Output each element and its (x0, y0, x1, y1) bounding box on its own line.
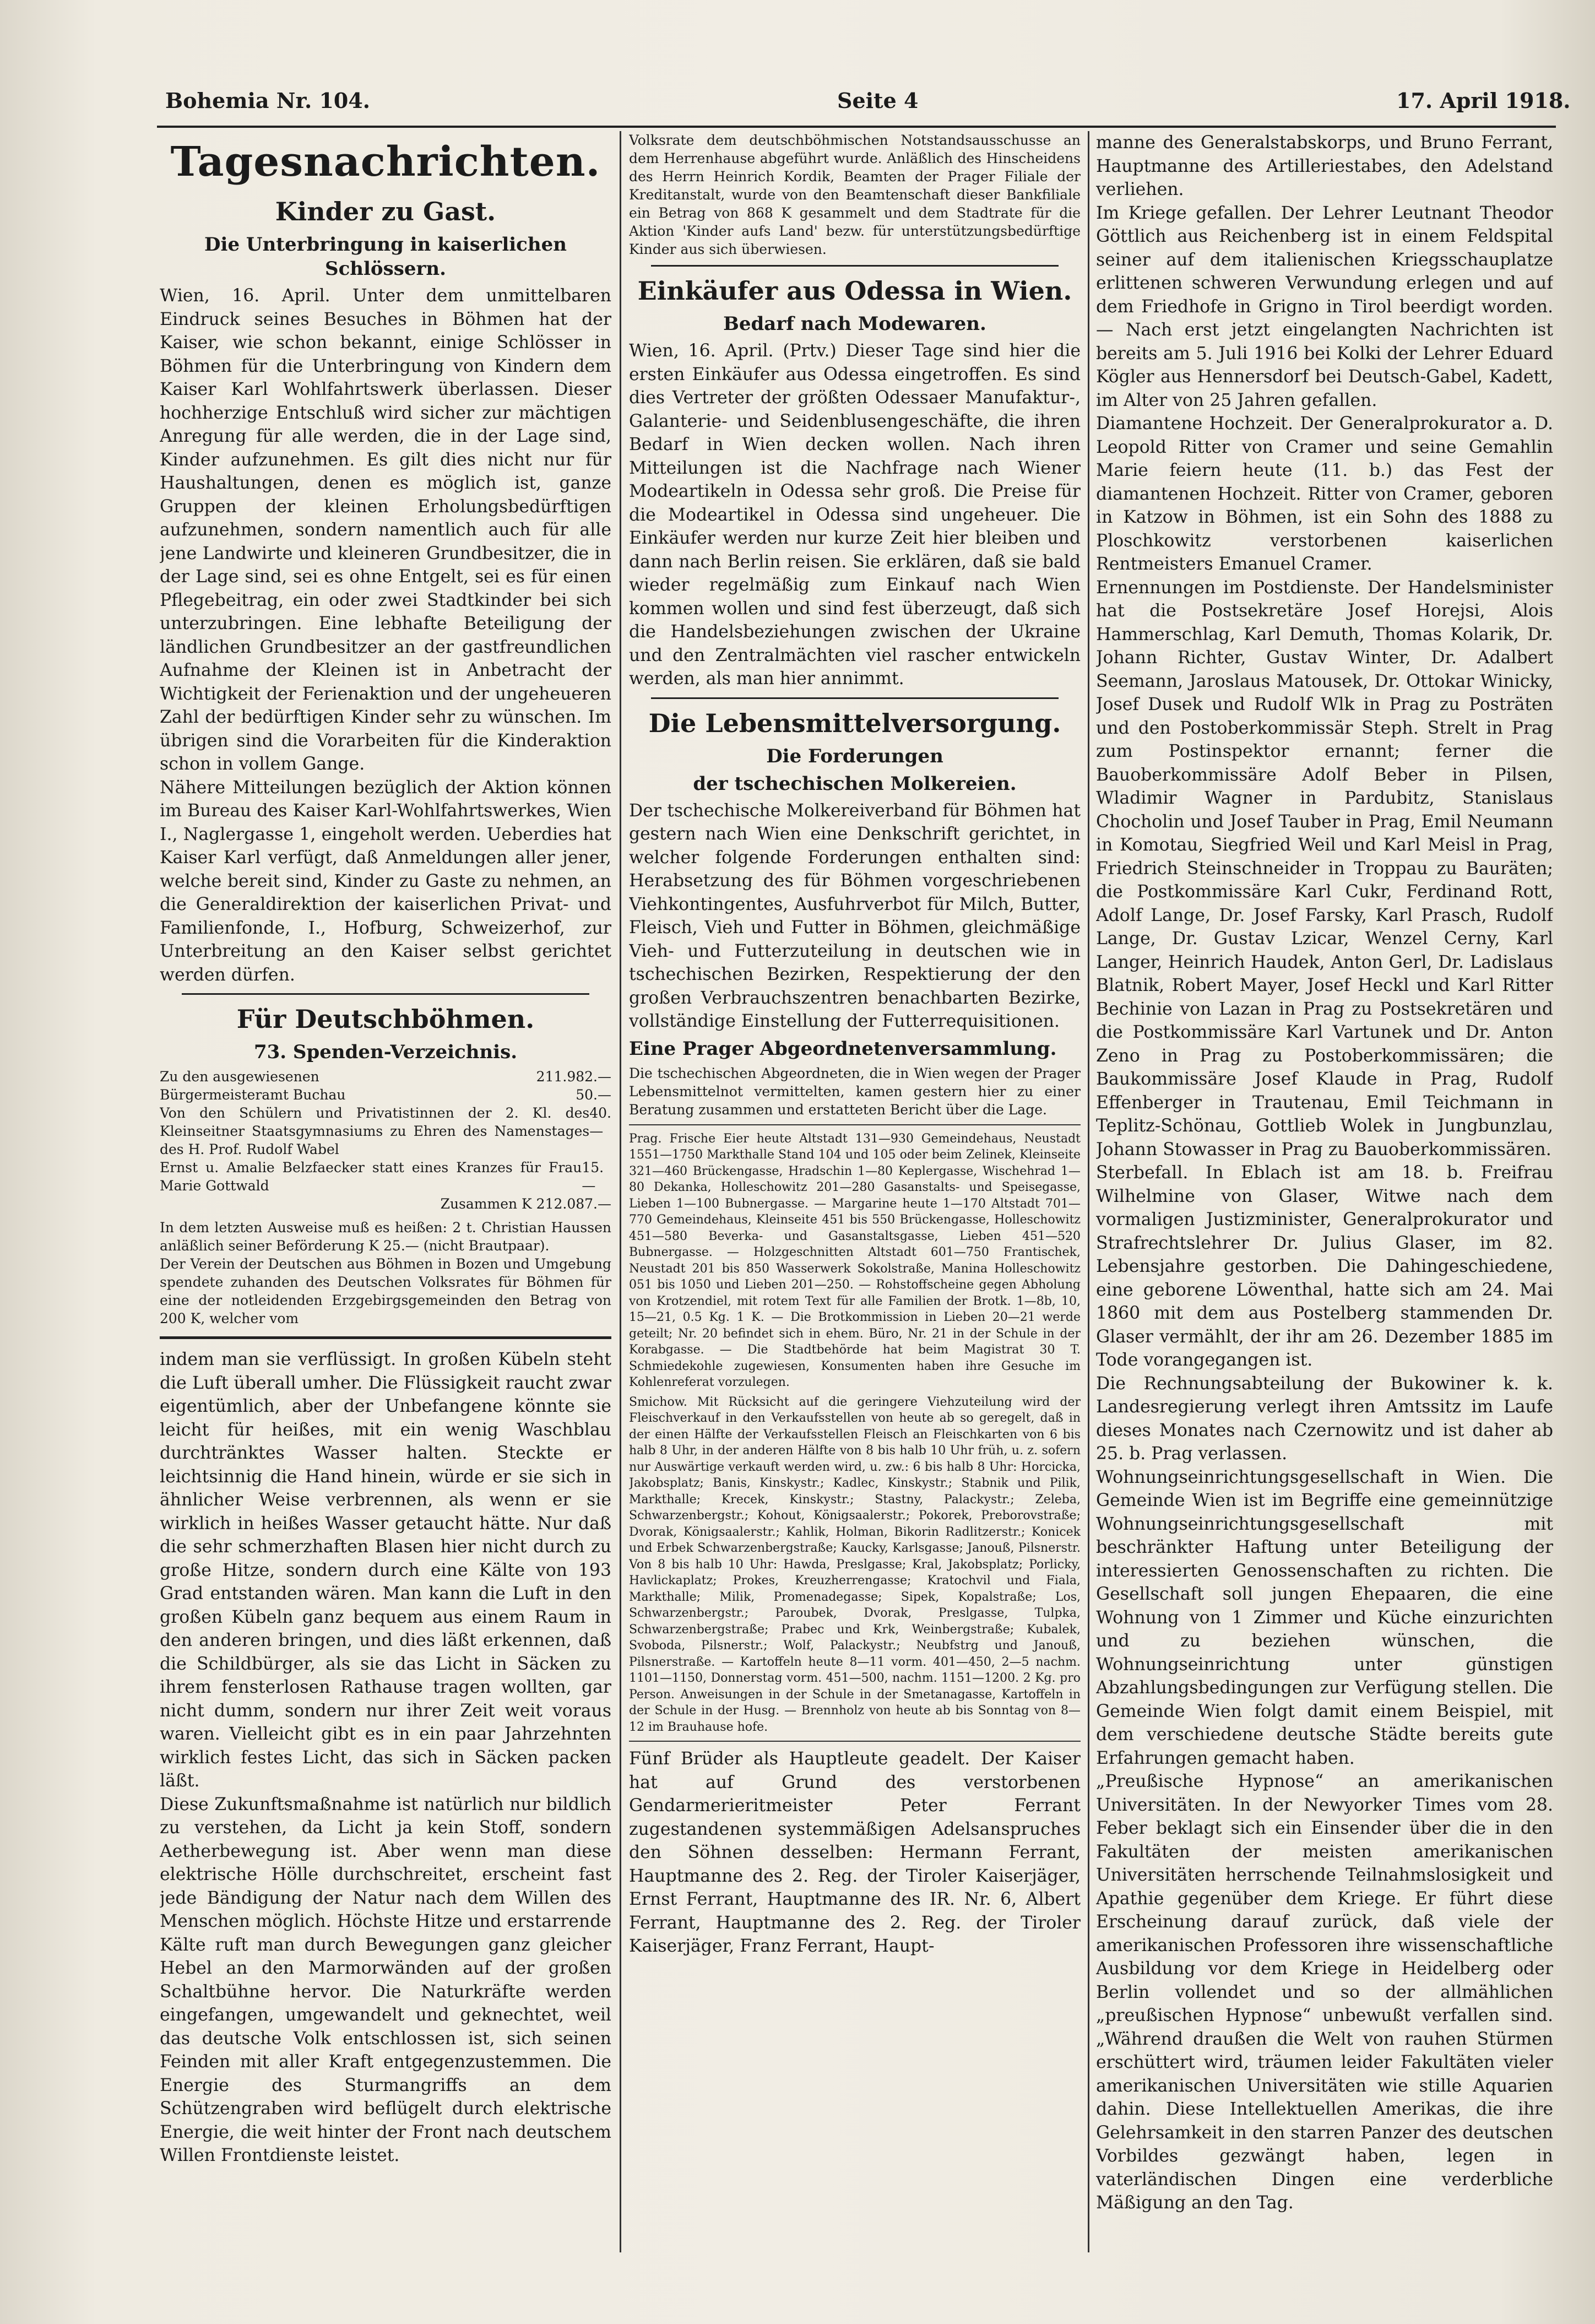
article-paragraph: Nähere Mitteilungen bezüglich der Aktion können im Bureau des Kaiser Karl-Wohlfahrtswerkes, Wien I., Naglergasse 1, eingeholt werden. Ueberdies hat Kaiser Karl verfügt, daß Anmeldungen aller jener, welche bereit sind, Kinder zu Gaste zu nehmen, an die Generaldirektion der kaiserlichen Privat- und Familienfonde, I., Hofburg, Schweizerhof, zur Unterbreitung an den Kaiser selbst gerichtet werden dürfen. (160, 777, 611, 985)
divider (160, 1336, 611, 1339)
header-paper-number: Bohemia Nr. 104. (165, 88, 371, 113)
donation-row: Ernst u. Amalie Belzfaecker statt eines Kranzes für Frau Marie Gottwald 15.— (160, 1160, 604, 1194)
article-paragraph: indem man sie verflüssigt. In großen Kübeln steht die Luft überall umher. Die Flüssigkeit raucht zwar eigentümlich, aber der Unbefangene könnte sie leicht für heißes, mit ein wenig Waschblau durchtränktes Wasser halten. Steckte er leichtsinnig die Hand hinein, würde er sie sich in ähnlicher Weise verbrennen, als wenn er sie wirklich in heißes Wasser getaucht hätte. Nur daß die sehr schmerzhaften Blasen hier nicht durch zu große Hitze, sondern durch eine Kälte von 193 Grad entstanden wären. Man kann die Luft in den großen Kübeln ganz bequem aus einem Raum in den anderen bringen, und dies läßt erkennen, daß die Schildbürger, als sie das Licht in Säcken zu ihrem fensterlosen Rathause tragen wollten, gar nicht dumm, sondern nur ihrer Zeit weit voraus waren. Vielleicht gibt es in ein paar Jahrzehnten wirklich festes Licht, das sich in Säcken packen läßt. (160, 1350, 611, 1791)
section-title: Tagesnachrichten. (170, 138, 601, 186)
donation-row: Zu den ausgewiesenen 211.982.— (160, 1069, 611, 1085)
article-paragraph: Diamantene Hochzeit. Der Generalprokurator a. D. Leopold Ritter von Cramer und seine Gemahlin Marie feiern heute (11. b.) das Fest der diamantenen Hochzeit. Ritter von Cramer, geboren in Katzow in Böhmen, ist ein Sohn des 1888 zu Ploschkowitz verstorbenen kaiserlichen Rentmeisters Emanuel Cramer. (1096, 414, 1553, 574)
article-paragraph: Prag. Frische Eier heute Altstadt 131—930 Gemeindehaus, Neustadt 1551—1750 Markthalle Stand 104 und 105 oder beim Zelinek, Kleinseite 321—460 Brückengasse, Hradschin 1—80 Keplergasse, Wischehrad 1—80 Dekanka, Holleschowitz 201—280 Gasanstalts- und Speisegasse, Lieben 1—100 Bubnergasse. — Margarine heute 1—170 Altstadt 701—770 Gemeindehaus, Kleinseite 451 bis 550 Brückengasse, Holleschowitz 451—580 Beverka- und Gasanstaltsgasse, Lieben 451—520 Bubnergasse. — Holzgeschnitten Altstadt 601—750 Frantischek, Neustadt 201 bis 850 Wasserwerk Sokolstraße, Manina Holleschowitz 051 bis 1050 und Lieben 201—250. — Rohstoffscheine gegen Abholung von Krotzendiel, mit rotem Text für alle Familien der Brotk. 1—8b, 10, 15—21, 0.5 Kg. 1 K. — Die Brotkommission in Lieben 20—21 werde geteilt; Nr. 20 befindet sich in ehem. Büro, Nr. 21 in der Schule in der Korabgasse. — Die Stadtbehörde hat beim Magistrat 30 T. Schmiedekohle zugewiesen, Konsumenten haben ihre Gesuche im Kohlenreferat vorzulegen. (629, 1131, 1081, 1389)
article-subtitle: der tschechischen Molkereien. (693, 772, 1017, 795)
divider (651, 697, 1059, 699)
article-title: Kinder zu Gast. (275, 197, 496, 226)
donation-row: Von den Schülern und Privatistinnen der 2. Kl. des Kleinseitner Staatsgymnasiums zu Ehren des Namenstages des H. Prof. Rudolf Wabel 40.— (160, 1105, 611, 1157)
article-subtitle: Die Unterbringung in kaiserlichen Schlössern. (204, 234, 567, 280)
article-subtitle: Die Forderungen (766, 745, 943, 767)
article-paragraph: Volksrate dem deutschböhmischen Notstandsausschusse an dem Herrenhause abgeführt wurde. Anläßlich des Hinscheidens des Herrn Heinrich Kordik, Beamten der Prager Filiale der Kreditanstalt, wurde von den Beamtenschaft dieser Bankfiliale ein Betrag von 868 K gesammelt und dem Stadtrate für die Aktion 'Kinder aufs Land' bezw. für unterstützungsbedürftige Kinder aus sich überwiesen. (629, 132, 1081, 257)
article-title: Für Deutschböhmen. (236, 1004, 535, 1034)
article-title: Einkäufer aus Odessa in Wien. (637, 276, 1072, 306)
article-paragraph: Fünf Brüder als Hauptleute geadelt. Der Kaiser hat auf Grund des verstorbenen Gendarmerieritmeister Peter Ferrant zugestandenen systemmäßigen Adelsanspruches den Söhnen desselben: Hermann Ferrant, Hauptmanne des 2. Reg. der Tiroler Kaiserjäger, Ernst Ferrant, Hauptmanne des IR. Nr. 6, Albert Ferrant, Hauptmanne des 2. Reg. der Tiroler Kaiserjäger, Franz Ferrant, Haupt- (629, 1749, 1081, 1956)
donation-list (160, 1068, 611, 1213)
column-1 (160, 131, 611, 2258)
column-3 (1096, 131, 1553, 2258)
article-paragraph: Wien, 16. April. (Prtv.) Dieser Tage sind hier die ersten Einkäufer aus Odessa eingetroffen. Es sind dies Vertreter der größten Odessaer Manufaktur-, Galanterie- und Seidenblusengeschäfte, die ihren Bedarf in Wien decken wollen. Nach ihren Mitteilungen ist die Nachfrage nach Wiener Modeartikeln in Odessa sehr groß. Die Preise für die Modeartikel in Odessa sind ungeheuer. Die Einkäufer werden nur kurze Zeit hier bleiben und dann nach Berlin reisen. Sie erklären, daß sie bald wieder regelmäßig zum Einkauf nach Wien kommen wollen und sind fest überzeugt, daß sich die Handelsbeziehungen zwischen der Ukraine und den Zentralmächten viel rascher entwickeln werden, als man hier annimmt. (629, 341, 1081, 689)
article-paragraph: Ernennungen im Postdienste. Der Handelsminister hat die Postsekretäre Josef Horejsi, Alois Hammerschlag, Karl Demuth, Thomas Kolarik, Dr. Johann Richter, Gustav Winter, Dr. Adalbert Seemann, Jaroslaus Matousek, Dr. Ottokar Winicky, Josef Dusek und Rudolf Wlk in Prag zu Posträten und den Postoberkommissär Steph. Strelt in Prag zum Postinspektor ernannt; ferner die Bauoberkommissäre Adolf Beber in Pilsen, Wladimir Wagner in Pardubitz, Stanislaus Chocholin und Josef Tauber in Prag, Emil Neumann in Komotau, Siegfried Weil und Karl Meisl in Prag, Friedrich Steinschneider in Troppau zu Bauräten; die Postkommissäre Karl Cukr, Ferdinand Rott, Adolf Lange, Dr. Josef Farsky, Karl Prasch, Rudolf Lange, Dr. Gustav Lzicar, Wenzel Cerny, Karl Langer, Heinrich Haudek, Anton Gerl, Dr. Ladislaus Blatnik, Robert Mayer, Josef Heckl und Karl Ritter Bechinie von Lazan in Prag zu Postsekretären und die Postkommissäre Karl Vartunek und Dr. Anton Zeno in Prag zu Postoberkommissären; die Baukommissäre Josef Klaude in Prag, Rudolf Effenberger in Trautenau, Emil Teichmann in Teplitz-Schönau, Gottlieb Wolek in Jungbunzlau, Johann Stowasser in Prag zu Bauoberkommissären. (1096, 577, 1553, 1160)
header-rule (157, 126, 1556, 128)
column-divider-2 (1088, 131, 1089, 2252)
column-2 (629, 131, 1081, 2258)
article-paragraph: „Preußische Hypnose“ an amerikanischen Universitäten. In der Newyorker Times vom 28. Feber beklagt sich ein Einsender über die in den Fakultäten der meisten amerikanischen Universitäten herrschende Teilnahmslosigkeit und Apathie gegenüber dem Kriege. Er führt diese Erscheinung darauf zurück, daß viele der amerikanischen Professoren ihre wissenschaftliche Ausbildung vor dem Kriege in Heidelberg oder Berlin vollendet und so der allmählichen „preußischen Hypnose“ unbewußt verfallen sind. „Während draußen die Welt von rauhen Stürmen erschüttert wird, träumen leider Fakultäten vieler amerikanischen Universitäten wie stille Aquarien dahin. Diese Intellektuellen Amerikas, die ihre Gelehrsamkeit in den starren Panzer des deutschen Vorbildes gezwängt haben, legen in vaterländischen Dingen eine verderbliche Mäßigung an den Tag. (1096, 1772, 1553, 2213)
article-paragraph: Sterbefall. In Eblach ist am 18. b. Freifrau Wilhelmine von Glaser, Witwe nach dem vormaligen Justizminister, Generalprokurator und Strafrechtslehrer Dr. Julius Glaser, im 82. Lebensjahre gestorben. Die Dahingeschiedene, eine geborene Löwenthal, hatte sich am 24. Mai 1860 mit dem aus Postelberg stammenden Dr. Glaser vermählt, der ihr am 26. Dezember 1885 im Tode vorangegangen ist. (1096, 1163, 1553, 1370)
divider (651, 265, 1059, 267)
article-paragraph: Diese Zukunftsmaßnahme ist natürlich nur bildlich zu verstehen, da Licht ja kein Stoff, sondern Aetherbewegung ist. Aber wenn man diese elektrische Hölle durchschreitet, erscheint fast jede Bändigung der Natur nach dem Willen des Menschen möglich. Höchste Hitze und erstarrende Kälte ruft man durch Bewegungen ganz gleicher Hebel an den Marmorwänden auf der großen Schaltbühne hervor. Die Naturkräfte werden eingefangen, umgewandelt und geknechtet, weil das deutsche Volk entschlossen ist, sich seinen Feinden mit aller Kraft entgegenzustemmen. Die Energie des Sturmangriffs an dem Schützengraben wird beflügelt durch elektrische Energie, die weit hinter der Front nach deutschem Willen Frontdienste leistet. (160, 1794, 611, 2165)
header-date: 17. April 1918. (1396, 88, 1571, 113)
divider (629, 1124, 1081, 1125)
article-title: Die Lebensmittelversorgung. (648, 708, 1061, 738)
divider (182, 993, 589, 995)
divider (629, 1741, 1081, 1742)
article-subtitle: 73. Spenden-Verzeichnis. (253, 1041, 518, 1063)
article-paragraph: Smichow. Mit Rücksicht auf die geringere Viehzuteilung wird der Fleischverkauf in den Verkaufsstellen von heute ab so geregelt, daß in der einen Hälfte der Verkaufsstellen Fleisch an Fleischkarten von 6 bis halb 8 Uhr, in der anderen Hälfte von 8 bis halb 10 Uhr früh, u. z. sofern nur Auswärtige verkauft werden wird, u. zw.: 6 bis halb 8 Uhr: Horcicka, Jakobsplatz; Banis, Kinskystr.; Kadlec, Kinskystr.; Stabnik und Pilik, Markthalle; Krecek, Kinskystr.; Stastny, Palackystr.; Zeleba, Schwarzenbergstr.; Kohout, Königsaalerstr.; Pokorek, Preborovstraße; Dvorak, Königsaalerstr.; Kahlik, Holman, Bikorin Radlitzerstr.; Konicek und Erbek Schwarzenbergstraße; Kaucky, Karlsgasse; Janouß, Pilsnerstr. Von 8 bis halb 10 Uhr: Hawda, Preslgasse; Kral, Jakobsplatz; Porlicky, Havlickaplatz; Prokes, Kreuzherrengasse; Kratochvil und Fiala, Markthalle; Milik, Promenadegasse; Sipek, Kopalstraße; Los, Schwarzenbergstr.; Paroubek, Dvorak, Preslgasse, Tulpka, Schwarzenbergstraße; Prabec und Krk, Weinbergstraße; Kubalek, Svoboda, Pilsnerstr.; Wolf, Palackystr.; Neubfstrg und Janouß, Pilsnerstraße. — Kartoffeln heute 8—11 vorm. 401—450, 2—5 nachm. 1101—1150, Donnerstag vorm. 451—500, nachm. 1151—1200. 2 Kg. pro Person. Anweisungen in der Schule in der Smetanagasse, Kartoffeln in der Schule in der Husg. — Brennholz von heute ab bis Sonntag von 8—12 im Brauhause hofe. (629, 1395, 1081, 1734)
article-paragraph: Wohnungseinrichtungsgesellschaft in Wien. Die Gemeinde Wien ist im Begriffe eine gemeinnützige Wohnungseinrichtungsgesellschaft mit beschränkter Haftung unter Beteiligung der interessierten Genossenschaften zu richten. Die Gesellschaft soll jungen Ehepaaren, die eine Wohnung von 1 Zimmer und Küche einzurichten und zu beziehen wünschen, die Wohnungseinrichtung unter günstigen Abzahlungsbedingungen zur Verfügung stellen. Die Gemeinde Wien folgt damit einem Beispiel, mit dem verschiedene deutsche Städte bereits gute Erfahrungen gemacht haben. (1096, 1467, 1553, 1768)
article-subtitle: Bedarf nach Modewaren. (723, 313, 986, 335)
column-divider-1 (620, 131, 621, 2252)
header-page-number: Seite 4 (837, 88, 919, 113)
article-subtitle: Eine Prager Abgeordnetenversammlung. (629, 1037, 1057, 1060)
article-paragraph: Wien, 16. April. Unter dem unmittelbaren Eindruck seines Besuches in Böhmen hat der Kaiser, wie schon bekannt, einige Schlösser in Böhmen für die Unterbringung von Kindern dem Kaiser Karl Wohlfahrtswerk überlassen. Dieser hochherzige Entschluß wird sicher zur mächtigen Anregung für alle werden, die in der Lage sind, Kinder aufzunehmen. Es gilt dies nicht nur für Haushaltungen, denen es möglich ist, ganze Gruppen der kleinen Erholungsbedürftigen aufzunehmen, sondern namentlich auch für alle jene Landwirte und kleineren Grundbesitzer, die in der Lage sind, sei es ohne Entgelt, sei es für einen Pflegebeitrag, ein oder zwei Stadtkinder bei sich unterzubringen. Eine lebhafte Beteiligung der ländlichen Grundbesitzer an der gastfreundlichen Aufnahme der Kleinen ist in Anbetracht der Wichtigkeit der Ferienaktion und der ungeheueren Zahl der bedürftigen Kinder sehr zu wünschen. Im übrigen sind die Vorarbeiten für die Kinderaktion schon in vollem Gange. (160, 286, 611, 774)
donation-row: Bürgermeisteramt Buchau 50.— (160, 1087, 611, 1103)
article-note: In dem letzten Ausweise muß es heißen: 2 t. Christian Haussen anläßlich seiner Beförderung K 25.— (nicht Brautpaar). (160, 1220, 611, 1254)
page-header (0, 88, 1595, 121)
article-paragraph: Die tschechischen Abgeordneten, die in Wien wegen der Prager Lebensmittelnot vermittelten, kamen gestern hier zu einer Beratung zusammen und erstatteten Bericht über die Lage. (629, 1065, 1081, 1118)
donation-total: Zusammen K 212.087.— (440, 1196, 611, 1212)
article-paragraph: manne des Generalstabskorps, und Bruno Ferrant, Hauptmanne des Artilleriestabes, den Adelstand verliehen. (1096, 133, 1553, 199)
article-paragraph: Die Rechnungsabteilung der Bukowiner k. k. Landesregierung verlegt ihren Amtssitz im Laufe dieses Monates nach Czernowitz und ist daher ab 25. b. Prag verlassen. (1096, 1373, 1553, 1464)
article-paragraph: Im Kriege gefallen. Der Lehrer Leutnant Theodor Göttlich aus Reichenberg ist in einem Feldspital seiner auf dem italienischen Kriegsschauplatze erlittenen schweren Verwundung erlegen und auf dem Friedhofe in Grigno in Tirol beerdigt worden. — Nach erst jetzt eingelangten Nachrichten ist bereits am 5. Juli 1916 bei Kolki der Lehrer Eduard Kögler aus Hennersdorf bei Deutsch-Gabel, Kadett, im Alter von 25 Jahren gefallen. (1096, 203, 1553, 410)
article-paragraph: Der tschechische Molkereiverband für Böhmen hat gestern nach Wien eine Denkschrift gerichtet, in welcher folgende Forderungen enthalten sind: Herabsetzung des für Böhmen vorgeschriebenen Viehkontingentes, Ausfuhrverbot für Milch, Butter, Fleisch, Vieh und Futter in Böhmen, gleichmäßige Vieh- und Futterzuteilung in deutschen wie in tschechischen Bezirken, Respektierung der den großen Verbrauchszentren benachbarten Bezirke, vollständige Einstellung der Futterrequisitionen. (629, 800, 1081, 1031)
article-note: Der Verein der Deutschen aus Böhmen in Bozen und Umgebung spendete zuhanden des Deutschen Volksrates für Böhmen für eine der notleidenden Erzgebirgsgemeinden den Betrag von 200 K, welcher vom (160, 1256, 611, 1326)
